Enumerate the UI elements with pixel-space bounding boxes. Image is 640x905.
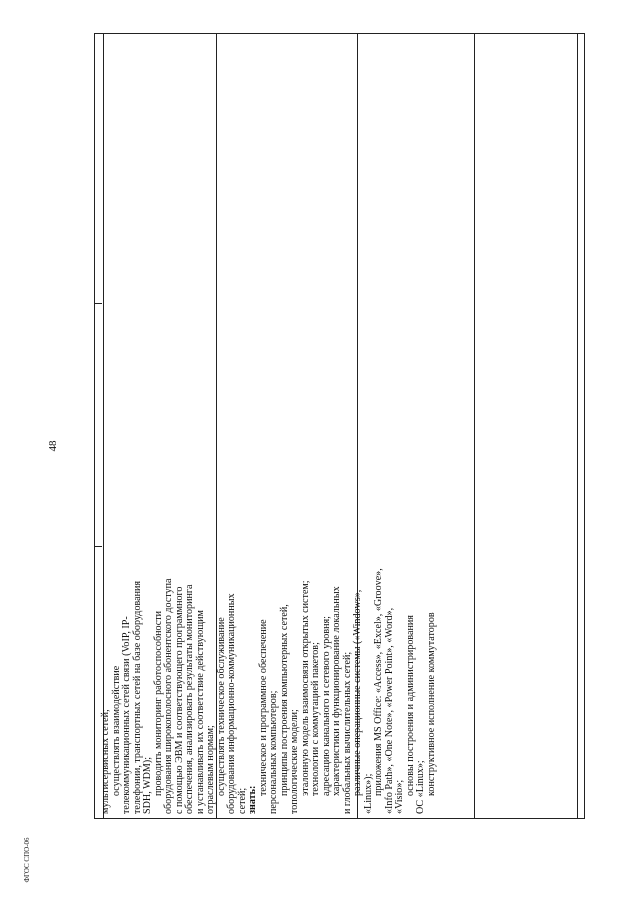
- text-line: знать:: [247, 785, 258, 814]
- text-line: с помощью ЭВМ и соответствующего программного: [173, 586, 185, 814]
- text-line: различные операционные системы («Windows»,: [352, 589, 363, 796]
- text-line: мультисервисных сетей;: [100, 709, 111, 814]
- text-line: осуществлять взаимодействие: [110, 665, 122, 796]
- competency-text: [95, 34, 437, 820]
- text-line: топологические модели;: [289, 709, 300, 814]
- text-line: адресацию канального и сетевого уровня;: [320, 616, 332, 796]
- text-line: и устанавливать их соответствие действующим: [194, 610, 206, 814]
- curriculum-table: [94, 33, 585, 819]
- text-line: ОС «Linux»;: [415, 760, 426, 814]
- page-number: 48: [47, 440, 59, 452]
- text-line: сетей;: [236, 787, 248, 814]
- text-line: принципы построения компьютерных сетей,: [278, 604, 290, 796]
- text-line: техническое и программное обеспечение: [257, 619, 269, 796]
- text-line: обеспечения, анализировать результаты мониторинга: [184, 584, 195, 814]
- text-line: персональных компьютеров;: [268, 690, 279, 814]
- text-line: технологии с коммутацией пакетов;: [310, 642, 321, 796]
- text-line: «Visio»;: [394, 779, 405, 814]
- text-line: эталонную модель взаимосвязи открытых систем;: [299, 580, 311, 796]
- text-line: осуществлять техническое обслуживание: [215, 617, 227, 796]
- text-line: оборудования широкополосного абонентского доступа: [163, 578, 174, 814]
- text-line: проводить мониторинг работоспособности: [152, 610, 164, 796]
- text-line: телекоммуникационных сетей связи (VoIP, IP-: [121, 616, 132, 814]
- column-divider: [577, 34, 578, 818]
- column-divider: [474, 34, 475, 818]
- text-line: конструктивное исполнение коммутаторов: [425, 612, 437, 796]
- text-line: оборудования информационно-коммуникационных: [226, 593, 237, 814]
- text-line: характеристики и функционирование локальных: [331, 586, 342, 796]
- text-line: «Info Path», «One Note», «Power Point», «Word»,: [383, 607, 395, 814]
- competency-cell: [95, 34, 437, 820]
- text-line: приложения MS Office: «Access», «Excel», «Groove»,: [373, 568, 384, 796]
- text-line: SDH, WDM);: [142, 756, 153, 814]
- text-line: телефонии, транспортных сетей на базе оборудования: [131, 580, 143, 814]
- text-line: основы построения и администрирования: [404, 615, 416, 796]
- text-line: и глобальных вычислительных сетей;: [341, 651, 353, 814]
- text-line: отраслевым нормам;: [205, 725, 216, 814]
- footer-standard-code: ФГОС СПО-06: [23, 837, 31, 883]
- text-line: «Linux»);: [362, 773, 374, 814]
